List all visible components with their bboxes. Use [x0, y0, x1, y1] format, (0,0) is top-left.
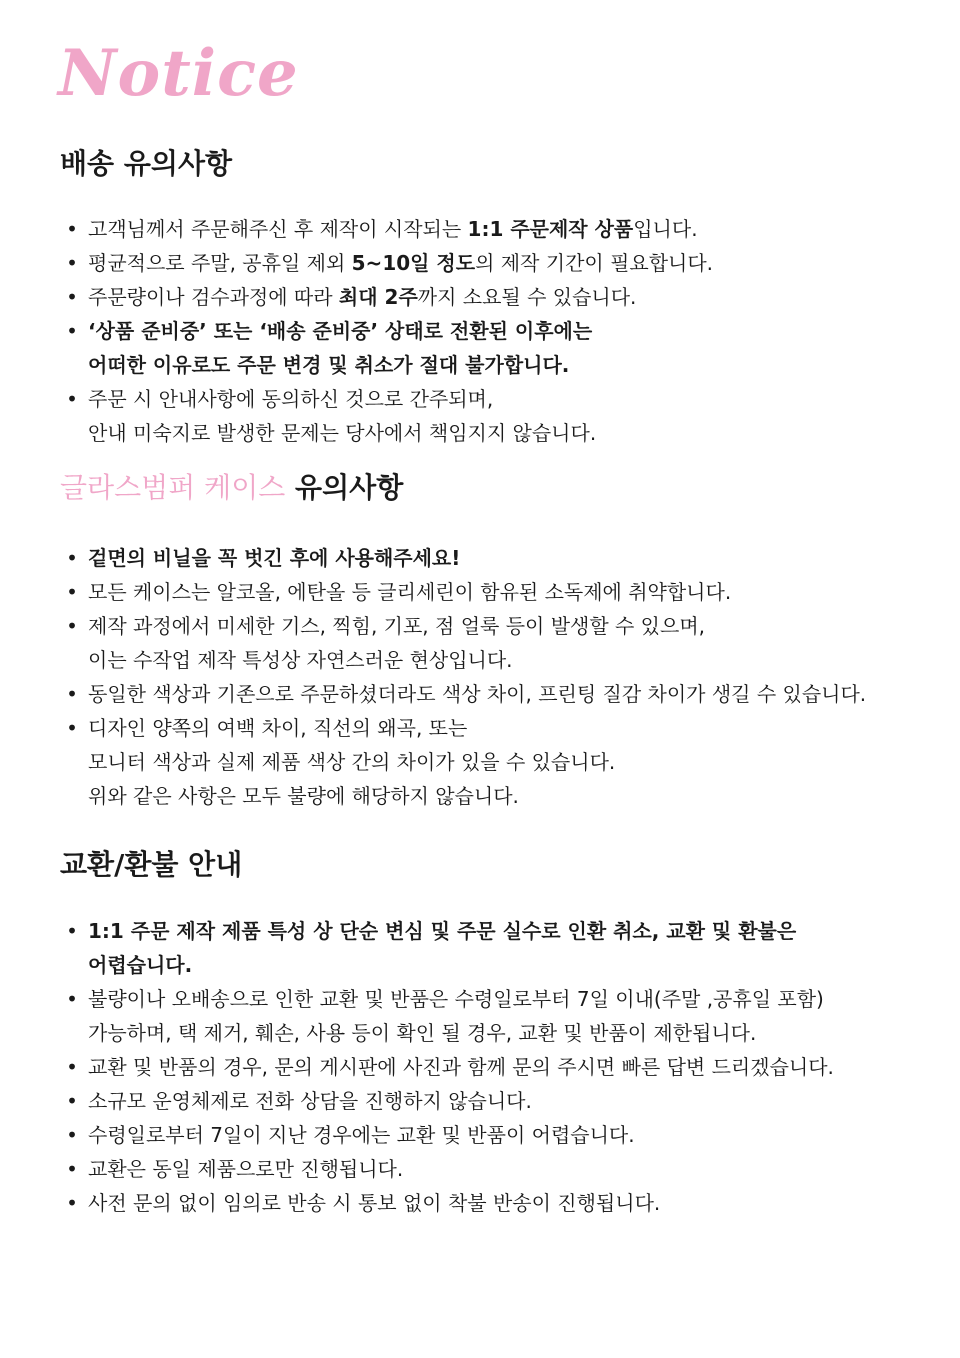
- list-item: [60, 1152, 940, 1186]
- exchange-list: [60, 914, 940, 1220]
- shipping-heading: 배송 유의사항: [60, 147, 233, 180]
- item-line: [88, 314, 940, 348]
- bullet-icon: •: [66, 251, 78, 275]
- list-item: [60, 1084, 940, 1118]
- item-text: 고객님께서 주문해주신 후 제작이 시작되는: [88, 217, 468, 241]
- bullet-icon: •: [66, 387, 78, 411]
- bullet-icon: •: [66, 987, 78, 1011]
- list-item: [60, 246, 940, 280]
- emphasis-text: 1:1 주문제작 상품: [467, 217, 634, 241]
- list-item: [60, 212, 940, 246]
- item-line: [88, 643, 940, 677]
- item-text: 불량이나 오배송으로 인한 교환 및 반품은 수령일로부터 7일 이내(주말 ,공휴일 포함): [88, 987, 824, 1011]
- item-text: 까지 소요될 수 있습니다.: [417, 285, 637, 309]
- bullet-icon: •: [66, 1191, 78, 1215]
- shipping-list: [60, 212, 940, 450]
- item-line: [88, 212, 940, 246]
- item-text: 제작 과정에서 미세한 기스, 찍힘, 기포, 점 얼룩 등이 발생할 수 있으며,: [88, 614, 706, 638]
- notice-title: Notice: [58, 36, 299, 111]
- bullet-icon: •: [66, 580, 78, 604]
- item-text: 위와 같은 사항은 모두 불량에 해당하지 않습니다.: [88, 784, 519, 808]
- item-text: 주문 시 안내사항에 동의하신 것으로 간주되며,: [88, 387, 494, 411]
- item-line: [88, 982, 940, 1016]
- item-line: [88, 1016, 940, 1050]
- list-item: [60, 280, 940, 314]
- item-line: [88, 541, 940, 575]
- list-item: [60, 609, 940, 677]
- item-text: 평균적으로 주말, 공휴일 제외: [88, 251, 352, 275]
- list-item: [60, 541, 940, 575]
- list-item: [60, 382, 940, 450]
- item-line: [88, 416, 940, 450]
- item-text: 디자인 양쪽의 여백 차이, 직선의 왜곡, 또는: [88, 716, 468, 740]
- item-line: [88, 1084, 940, 1118]
- item-line: [88, 246, 940, 280]
- bullet-icon: •: [66, 1055, 78, 1079]
- item-text: 가능하며, 택 제거, 훼손, 사용 등이 확인 될 경우, 교환 및 반품이 제한됩니다.: [88, 1021, 757, 1045]
- list-item: [60, 982, 940, 1050]
- item-line: [88, 575, 940, 609]
- exchange-heading: 교환/환불 안내: [60, 848, 243, 881]
- item-line: [88, 382, 940, 416]
- bullet-icon: •: [66, 217, 78, 241]
- list-item: [60, 575, 940, 609]
- item-text: 주문량이나 검수과정에 따라: [88, 285, 339, 309]
- bullet-icon: •: [66, 319, 78, 343]
- emphasis-text: 1:1 주문 제작 제품 특성 상 단순 변심 및 주문 실수로 인환 취소, 교환 및 환불은: [88, 919, 797, 943]
- bullet-icon: •: [66, 546, 78, 570]
- emphasis-text: 어떠한 이유로도 주문 변경 및 취소가 절대 불가합니다.: [88, 353, 570, 377]
- bullet-icon: •: [66, 716, 78, 740]
- item-line: [88, 677, 940, 711]
- bullet-icon: •: [66, 919, 78, 943]
- item-line: [88, 914, 940, 948]
- bullet-icon: •: [66, 1089, 78, 1113]
- glass-heading-product: 글라스범퍼 케이스: [60, 471, 286, 504]
- list-item: [60, 1050, 940, 1084]
- list-item: [60, 1186, 940, 1220]
- item-line: [88, 1152, 940, 1186]
- item-text: 모든 케이스는 알코올, 에탄올 등 글리세린이 함유된 소독제에 취약합니다.: [88, 580, 732, 604]
- item-text: 이는 수작업 제작 특성상 자연스러운 현상입니다.: [88, 648, 513, 672]
- item-text: 사전 문의 없이 임의로 반송 시 통보 없이 착불 반송이 진행됩니다.: [88, 1191, 661, 1215]
- item-text: 교환 및 반품의 경우, 문의 게시판에 사진과 함께 문의 주시면 빠른 답변 드리겠습니다.: [88, 1055, 834, 1079]
- item-text: 모니터 색상과 실제 제품 색상 간의 차이가 있을 수 있습니다.: [88, 750, 616, 774]
- item-text: 교환은 동일 제품으로만 진행됩니다.: [88, 1157, 404, 1181]
- bullet-icon: •: [66, 614, 78, 638]
- item-line: [88, 948, 940, 982]
- glass-heading-suffix: 유의사항: [285, 471, 404, 504]
- emphasis-text: 겉면의 비닐을 꼭 벗긴 후에 사용해주세요!: [88, 546, 461, 570]
- list-item: [60, 314, 940, 382]
- item-text: 수령일로부터 7일이 지난 경우에는 교환 및 반품이 어렵습니다.: [88, 1123, 635, 1147]
- list-item: [60, 914, 940, 982]
- item-text: 입니다.: [633, 217, 698, 241]
- bullet-icon: •: [66, 1157, 78, 1181]
- bullet-icon: •: [66, 1123, 78, 1147]
- list-item: [60, 711, 940, 813]
- item-line: [88, 711, 940, 745]
- glass-heading: [60, 468, 403, 508]
- bullet-icon: •: [66, 682, 78, 706]
- item-text: 안내 미숙지로 발생한 문제는 당사에서 책임지지 않습니다.: [88, 421, 597, 445]
- item-line: [88, 1186, 940, 1220]
- item-line: [88, 779, 940, 813]
- list-item: [60, 1118, 940, 1152]
- item-line: [88, 1118, 940, 1152]
- bullet-icon: •: [66, 285, 78, 309]
- item-line: [88, 745, 940, 779]
- list-item: [60, 677, 940, 711]
- item-line: [88, 1050, 940, 1084]
- item-text: 동일한 색상과 기존으로 주문하셨더라도 색상 차이, 프린팅 질감 차이가 생길 수 있습니다.: [88, 682, 867, 706]
- item-text: 소규모 운영체제로 전화 상담을 진행하지 않습니다.: [88, 1089, 532, 1113]
- item-text: 의 제작 기간이 필요합니다.: [475, 251, 714, 275]
- item-line: [88, 280, 940, 314]
- emphasis-text: ‘상품 준비중’ 또는 ‘배송 준비중’ 상태로 전환된 이후에는: [88, 319, 593, 343]
- item-line: [88, 609, 940, 643]
- emphasis-text: 어렵습니다.: [88, 953, 193, 977]
- glass-list: [60, 541, 940, 813]
- emphasis-text: 최대 2주: [338, 285, 418, 309]
- item-line: [88, 348, 940, 382]
- emphasis-text: 5~10일 정도: [351, 251, 476, 275]
